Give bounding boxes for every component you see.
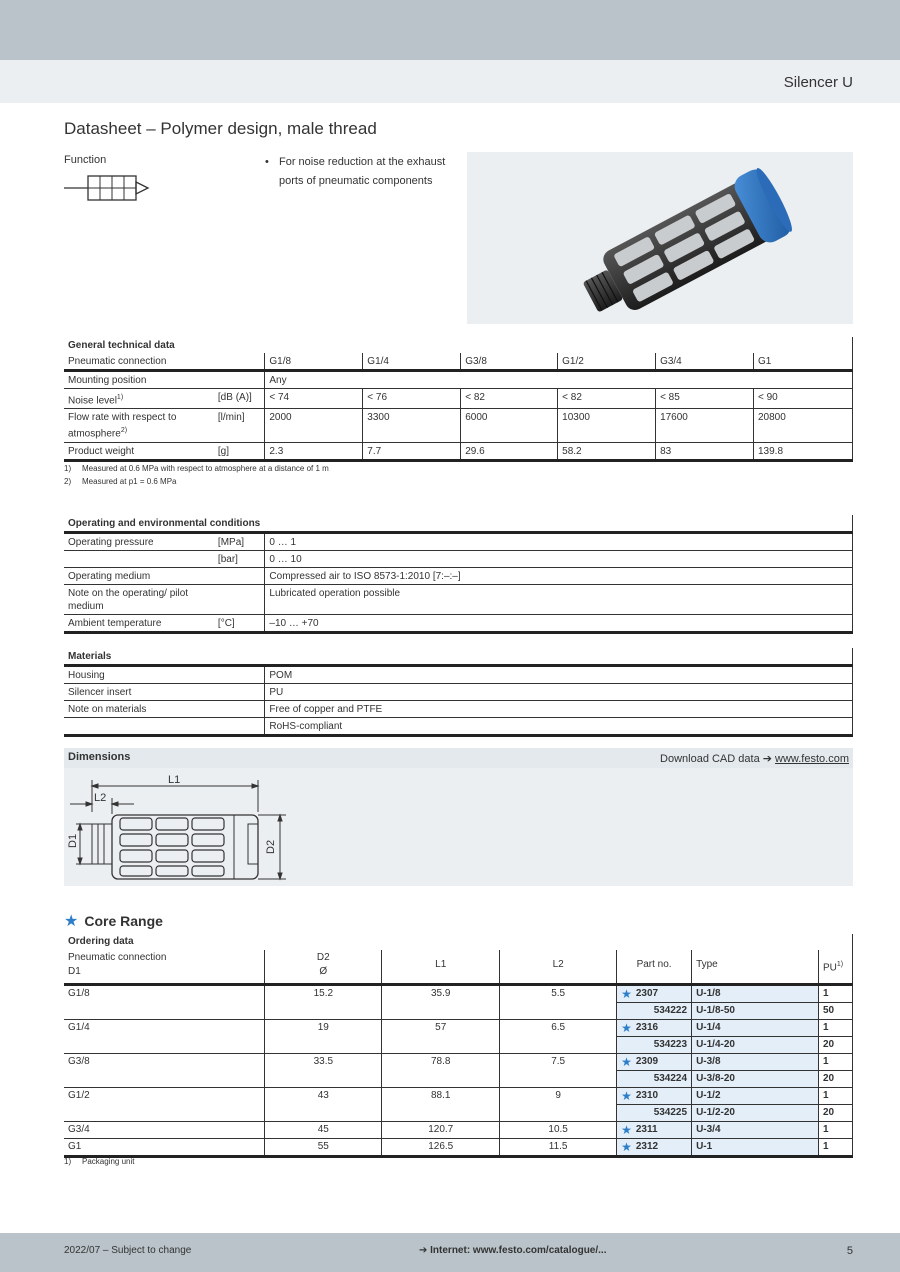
row-label: Ambient temperature: [64, 615, 214, 633]
header-cell: G1/8: [265, 353, 363, 371]
row-unit: [dB (A)]: [214, 389, 265, 409]
general-technical-table: [64, 337, 853, 462]
table-cell: 7.7: [363, 442, 461, 460]
row-unit: [214, 585, 265, 615]
part-number-cell: [617, 1037, 692, 1054]
star-icon: ★: [621, 1140, 632, 1155]
table-row: [64, 442, 853, 460]
d2-cell: 19: [265, 1020, 382, 1037]
d2-cell: [265, 1003, 382, 1020]
table-cell: 20800: [753, 409, 852, 442]
pu-cell: 1: [818, 1054, 852, 1071]
cad-text: Download CAD data: [660, 753, 760, 765]
table-row: [64, 585, 853, 615]
type-cell: U-1/8-50: [692, 1003, 819, 1020]
d2-cell: [265, 1037, 382, 1054]
type-cell: U-1/2-20: [692, 1105, 819, 1122]
connection-cell: [64, 1071, 265, 1088]
part-number-cell: [617, 1003, 692, 1020]
table-row: [64, 985, 853, 1003]
row-label: Housing: [64, 666, 265, 684]
product-photo: [467, 152, 853, 324]
table-row: [64, 1003, 853, 1020]
header-part: Part no.: [617, 950, 692, 985]
l2-cell: [500, 1105, 617, 1122]
table-cell: 29.6: [461, 442, 558, 460]
header-band: [0, 60, 900, 103]
diameter-symbol: Ø: [319, 966, 328, 977]
dimensions-header: [64, 748, 853, 768]
star-icon: ★: [621, 987, 632, 1002]
l1-cell: 57: [382, 1020, 500, 1037]
l1-cell: [382, 1037, 500, 1054]
l1-cell: [382, 1105, 500, 1122]
star-icon: ★: [621, 1123, 632, 1138]
table-row: [64, 1139, 853, 1157]
table-row: [64, 1088, 853, 1105]
row-label: Operating medium: [64, 568, 214, 585]
table-cell: Any: [265, 371, 853, 389]
table-cell: 58.2: [558, 442, 656, 460]
footer-date: 2022/07 – Subject to change: [64, 1245, 192, 1256]
table-row: [64, 551, 853, 568]
page-title: Datasheet – Polymer design, male thread: [64, 119, 377, 138]
type-cell: U-1/8: [692, 985, 819, 1003]
l1-cell: [382, 1003, 500, 1020]
row-label-text: Flow rate with respect to atmosphere: [68, 412, 177, 440]
row-unit: [214, 568, 265, 585]
table-row: [64, 1020, 853, 1037]
table-cell: 6000: [461, 409, 558, 442]
d2-cell: 55: [265, 1139, 382, 1157]
table-caption: Operating and environmental conditions: [68, 518, 261, 529]
part-number: 2309: [635, 1056, 659, 1068]
table-cell: 139.8: [753, 442, 852, 460]
part-number-cell: [617, 1122, 692, 1139]
d2-cell: 15.2: [265, 985, 382, 1003]
star-icon: ★: [621, 1021, 632, 1036]
header-pu-text: PU: [822, 962, 837, 974]
part-number-cell: [617, 1088, 692, 1105]
core-range-heading: [64, 911, 163, 931]
table-cell: 0 … 1: [265, 533, 853, 551]
connection-cell: G3/8: [68, 1056, 90, 1068]
l2-cell: 5.5: [500, 985, 617, 1003]
star-icon: ★: [621, 1089, 632, 1104]
row-unit: [°C]: [214, 615, 265, 633]
part-number: 2307: [635, 988, 659, 1000]
table-cell: 3300: [363, 409, 461, 442]
pu-cell: 50: [818, 1003, 852, 1020]
l1-cell: 35.9: [382, 985, 500, 1003]
header-cell: G1/2: [558, 353, 656, 371]
arrow-right-icon: ➔: [762, 753, 772, 765]
row-label: Silencer insert: [64, 684, 265, 701]
row-unit: [MPa]: [214, 533, 265, 551]
table-row: [64, 568, 853, 585]
table-cell: POM: [265, 666, 853, 684]
footnote-ref: 1): [116, 394, 124, 401]
table-cell: 2000: [265, 409, 363, 442]
part-number: 2310: [635, 1090, 659, 1102]
header-cell: G3/8: [461, 353, 558, 371]
header-type: Type: [692, 950, 819, 985]
table-row: [64, 718, 853, 736]
footnote-text: Packaging unit: [82, 1157, 135, 1166]
function-bullet: [265, 153, 455, 191]
star-icon: ★: [621, 1055, 632, 1070]
row-label-text: Noise level: [68, 395, 117, 407]
header-conn: [64, 950, 265, 985]
materials-table: [64, 648, 853, 737]
l2-cell: [500, 1003, 617, 1020]
table-row: [64, 1105, 853, 1122]
table-row: [64, 1054, 853, 1071]
connection-cell: [64, 1003, 265, 1020]
l2-cell: 9: [500, 1088, 617, 1105]
header-d2: [265, 950, 382, 985]
table-row: [64, 389, 853, 409]
footnote-text: Measured at 0.6 MPa with respect to atmosphere at a distance of 1 m: [82, 464, 329, 473]
footnote-number: 1): [64, 1157, 72, 1166]
table-cell: RoHS-compliant: [265, 718, 853, 736]
part-number: 2311: [635, 1124, 658, 1136]
part-number-cell: [617, 1139, 692, 1157]
header-cell: [214, 353, 265, 371]
table-cell: < 90: [753, 389, 852, 409]
part-number: 534222: [653, 1005, 688, 1017]
part-number: 534223: [653, 1039, 688, 1051]
l2-cell: 7.5: [500, 1054, 617, 1071]
part-number: 2312: [635, 1141, 659, 1153]
part-number-cell: [617, 1020, 692, 1037]
connection-cell: G3/4: [64, 1122, 265, 1139]
row-label: Product weight: [64, 442, 214, 460]
row-unit: [bar]: [214, 551, 265, 568]
d2-cell: [265, 1071, 382, 1088]
type-cell: U-3/4: [692, 1122, 819, 1139]
cad-download: [660, 752, 849, 765]
function-label: Function: [64, 154, 107, 166]
part-number-cell: [617, 1105, 692, 1122]
connection-cell: G1/2: [68, 1090, 90, 1102]
footnote-ref: 2): [120, 427, 128, 435]
header-cell: G1/4: [363, 353, 461, 371]
l2-cell: 11.5: [500, 1139, 617, 1157]
part-number: 2316: [635, 1022, 659, 1034]
row-label: [64, 389, 214, 409]
table-cell: 0 … 10: [265, 551, 853, 568]
table-cell: 83: [656, 442, 754, 460]
connection-cell: G1/4: [68, 1022, 90, 1034]
silencer-photo-icon: [467, 152, 853, 324]
table-caption: Ordering data: [68, 936, 134, 947]
dimensions-title: Dimensions: [68, 751, 131, 763]
type-cell: U-1: [692, 1139, 819, 1157]
function-bullet-text: For noise reduction at the exhaust ports of pneumatic components: [279, 156, 446, 187]
type-cell: U-3/8: [692, 1054, 819, 1071]
type-cell: U-1/2: [692, 1088, 819, 1105]
d2-cell: 33.5: [265, 1054, 382, 1071]
l2-cell: 10.5: [500, 1122, 617, 1139]
part-number: 534225: [653, 1107, 688, 1119]
pu-cell: 1: [818, 985, 852, 1003]
row-label: [64, 718, 265, 736]
pu-cell: 20: [818, 1105, 852, 1122]
header-pu: [818, 950, 852, 985]
table-cell: < 82: [461, 389, 558, 409]
row-label: Operating pressure: [64, 533, 214, 551]
table-cell: Lubricated operation possible: [265, 585, 853, 615]
table-cell: Free of copper and PTFE: [265, 701, 853, 718]
table-row: [64, 701, 853, 718]
bullet-mark: •: [265, 156, 269, 168]
table-row: [64, 533, 853, 551]
header-cell: G1: [753, 353, 852, 371]
header-d1-text: D1: [68, 966, 81, 977]
row-unit: [l/min]: [214, 409, 265, 442]
part-number-cell: [617, 1054, 692, 1071]
table-cell: –10 … +70: [265, 615, 853, 633]
row-label: Note on the operating/ pilot medium: [64, 585, 214, 615]
pu-cell: 1: [818, 1122, 852, 1139]
table-row: [64, 1037, 853, 1054]
l1-cell: 88.1: [382, 1088, 500, 1105]
footnote: [64, 464, 329, 473]
table-caption: Materials: [68, 651, 112, 662]
table-cell: < 85: [656, 389, 754, 409]
header-l1: L1: [382, 950, 500, 985]
page-number: 5: [846, 1245, 853, 1257]
footnote-text: Measured at p1 = 0.6 MPa: [82, 477, 177, 486]
dim-label-d1: D1: [67, 833, 79, 848]
table-row: [64, 371, 853, 389]
footer-internet-link[interactable]: ➔ Internet: www.festo.com/catalogue/...: [419, 1245, 607, 1256]
footnote-number: 1): [64, 464, 72, 473]
pu-cell: 20: [818, 1037, 852, 1054]
table-cell: 2.3: [265, 442, 363, 460]
d2-cell: 45: [265, 1122, 382, 1139]
pu-cell: 20: [818, 1071, 852, 1088]
part-number: 534224: [653, 1073, 688, 1085]
top-band: [0, 0, 900, 60]
l2-cell: [500, 1037, 617, 1054]
type-cell: U-1/4: [692, 1020, 819, 1037]
table-cell: 17600: [656, 409, 754, 442]
part-number-cell: [617, 1071, 692, 1088]
l2-cell: 6.5: [500, 1020, 617, 1037]
dimension-drawing-icon: [64, 768, 304, 886]
footnote-ref: 1): [836, 961, 844, 968]
row-label: [64, 551, 214, 568]
dim-label-l2: L2: [94, 792, 107, 804]
table-header-row: [64, 950, 853, 985]
footnote: [64, 1157, 134, 1166]
type-cell: U-3/8-20: [692, 1071, 819, 1088]
l1-cell: 120.7: [382, 1122, 500, 1139]
header-l2: L2: [500, 950, 617, 985]
dim-label-l1: L1: [168, 774, 181, 786]
connection-cell: [64, 1037, 265, 1054]
row-unit: [214, 371, 265, 389]
core-range-title: Core Range: [84, 913, 163, 929]
header-conn-text: Pneumatic connection: [68, 952, 167, 963]
table-cell: 10300: [558, 409, 656, 442]
table-row: [64, 1071, 853, 1088]
connection-cell: [64, 1105, 265, 1122]
row-label: Note on materials: [64, 701, 265, 718]
l1-cell: 78.8: [382, 1054, 500, 1071]
footnote: [64, 477, 177, 486]
row-label: Mounting position: [64, 371, 214, 389]
header-d2-text: D2: [316, 952, 330, 963]
table-cell: < 82: [558, 389, 656, 409]
table-caption: General technical data: [68, 340, 175, 351]
l2-cell: [500, 1071, 617, 1088]
dim-label-d2: D2: [265, 839, 277, 854]
pu-cell: 1: [818, 1088, 852, 1105]
table-cell: PU: [265, 684, 853, 701]
row-unit: [g]: [214, 442, 265, 460]
footnote-number: 2): [64, 477, 72, 486]
cad-link[interactable]: www.festo.com: [775, 753, 849, 765]
product-name: Silencer U: [783, 74, 853, 91]
operating-conditions-table: [64, 515, 853, 634]
table-cell: Compressed air to ISO 8573-1:2010 [7:–:–]: [265, 568, 853, 585]
table-row: [64, 684, 853, 701]
d2-cell: 43: [265, 1088, 382, 1105]
pu-cell: 1: [818, 1020, 852, 1037]
header-cell: Pneumatic connection: [64, 353, 214, 371]
pu-cell: 1: [818, 1139, 852, 1157]
row-label: [64, 409, 214, 442]
table-row: [64, 666, 853, 684]
type-cell: U-1/4-20: [692, 1037, 819, 1054]
l1-cell: [382, 1071, 500, 1088]
header-cell: G3/4: [656, 353, 754, 371]
star-icon: ★: [64, 913, 79, 930]
part-number-cell: [617, 985, 692, 1003]
silencer-symbol-icon: [64, 172, 154, 204]
table-cell: < 74: [265, 389, 363, 409]
d2-cell: [265, 1105, 382, 1122]
ordering-table: [64, 934, 853, 1158]
table-row: [64, 409, 853, 442]
connection-cell: G1: [64, 1139, 265, 1157]
table-cell: < 76: [363, 389, 461, 409]
table-row: [64, 1122, 853, 1139]
l1-cell: 126.5: [382, 1139, 500, 1157]
dimensions-drawing-area: [64, 768, 853, 886]
connection-cell: G1/8: [68, 988, 90, 1000]
table-row: [64, 615, 853, 633]
table-header-row: [64, 353, 853, 371]
